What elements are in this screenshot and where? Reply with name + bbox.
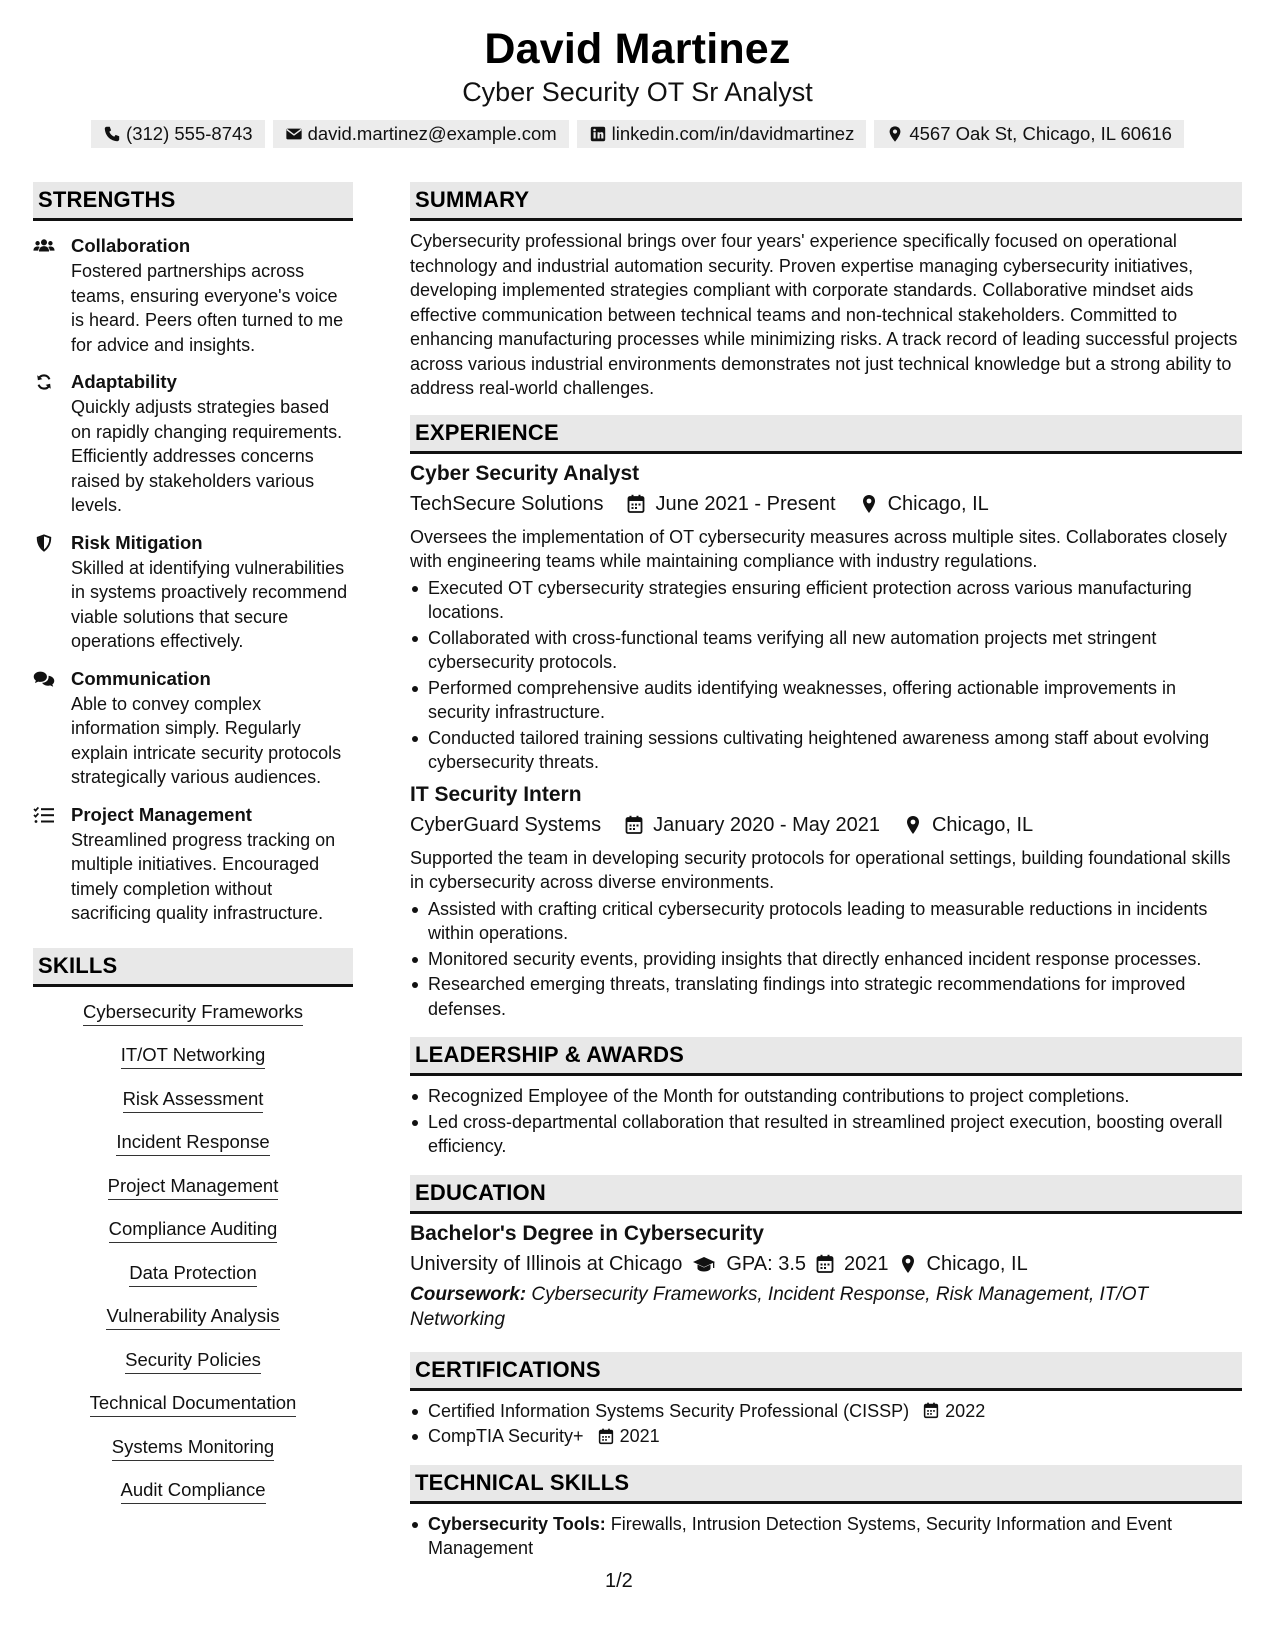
school-location: Chicago, IL — [926, 1252, 1028, 1275]
calendar-icon — [627, 494, 645, 514]
job-bullet: Researched emerging threats, translating findings into strategic recommendations for improved defenses. — [410, 972, 1242, 1021]
certification-item — [410, 1399, 1242, 1424]
contact-bar — [0, 120, 1275, 148]
technical-skill-item — [410, 1512, 1242, 1561]
calendar-icon — [625, 815, 643, 835]
skill-item: Project Management — [108, 1175, 279, 1200]
experience-heading: EXPERIENCE — [410, 415, 1242, 454]
job-dates: January 2020 - May 2021 — [653, 813, 880, 836]
degree-title: Bachelor's Degree in Cybersecurity — [410, 1221, 764, 1245]
job-bullet: Conducted tailored training sessions cultivating heightened awareness among staff about evolving cybersecurity threats. — [410, 726, 1242, 775]
address-chip — [874, 120, 1184, 148]
graduation-year: 2021 — [844, 1252, 889, 1275]
strengths-heading: STRENGTHS — [33, 182, 353, 221]
map-pin-icon — [904, 815, 922, 835]
skill-item: Technical Documentation — [90, 1392, 297, 1417]
certification-item — [410, 1424, 1242, 1449]
left-column — [33, 182, 353, 1523]
job-entry — [410, 460, 1242, 775]
linkedin-icon — [589, 125, 607, 143]
skill-item: Vulnerability Analysis — [106, 1305, 279, 1330]
phone-chip[interactable] — [91, 120, 265, 148]
strength-title: Adaptability — [71, 371, 177, 392]
skills-list — [33, 1001, 353, 1505]
summary-text: Cybersecurity professional brings over four years' experience specifically focused on operational technology and industrial automation security. Proven expertise managing cybersecurity initiatives, developing implemented strategies compliant with corporate standards. Collaborative mindset aids effective communication between technical teams and non-technical stakeholders. Committed to enhancing manufacturing processes while minimizing risks. A track record of leading successful projects across various industrial environments demonstrates not just technical knowledge but a strong ability to address real-world challenges. — [410, 231, 1238, 398]
coursework — [410, 1282, 1242, 1332]
linkedin-text: linkedin.com/in/davidmartinez — [611, 123, 855, 144]
map-pin-icon — [860, 494, 878, 514]
leadership-item: Recognized Employee of the Month for outstanding contributions to project completions. — [410, 1084, 1242, 1109]
job-dates: June 2021 - Present — [655, 492, 836, 515]
summary-heading: SUMMARY — [410, 182, 1242, 221]
job-meta — [410, 809, 1242, 841]
skills-heading: SKILLS — [33, 948, 353, 987]
skill-item: Risk Assessment — [123, 1088, 264, 1113]
job-title: IT Security Intern — [410, 782, 582, 806]
coursework-label: Coursework: — [410, 1283, 527, 1305]
envelope-icon — [285, 125, 303, 143]
technical-skill-text: Firewalls, Intrusion Detection Systems, Security Information and Event Management — [428, 1513, 1172, 1558]
candidate-name: David Martinez — [484, 25, 791, 73]
job-meta — [410, 488, 1242, 520]
skill-item: Systems Monitoring — [112, 1436, 274, 1461]
job-bullets — [410, 897, 1242, 1022]
strength-desc: Able to convey complex information simply. Regularly explain intricate security protocols strategically various audiences. — [71, 693, 342, 787]
skill-item: Compliance Auditing — [109, 1218, 278, 1243]
job-description: Supported the team in developing security protocols for operational settings, building foundational skills in cybersecurity across diverse environments. — [410, 847, 1231, 892]
strength-desc: Fostered partnerships across teams, ensuring everyone's voice is heard. Peers often turned to me for advice and insights. — [71, 261, 344, 355]
certification-year: 2022 — [945, 1400, 986, 1421]
candidate-title: Cyber Security OT Sr Analyst — [462, 77, 813, 107]
strength-title: Risk Mitigation — [71, 531, 203, 553]
strength-title: Collaboration — [71, 235, 191, 256]
job-description: Oversees the implementation of OT cybersecurity measures across multiple sites. Collaborates closely with engineering teams while maintaining compliance with industry regulations. — [410, 526, 1227, 571]
strength-title: Communication — [71, 667, 211, 689]
technical-skills-heading: TECHNICAL SKILLS — [410, 1465, 1242, 1504]
coursework-text: Cybersecurity Frameworks, Incident Response, Risk Management, IT/OT Networking — [410, 1283, 1149, 1330]
strength-item — [33, 530, 353, 654]
certification-name: CompTIA Security+ — [428, 1426, 584, 1446]
leadership-list — [410, 1084, 1242, 1159]
job-bullet: Collaborated with cross-functional teams verifying all new automation projects met stringent cybersecurity protocols. — [410, 626, 1242, 675]
task-list-icon — [33, 806, 55, 824]
leadership-item: Led cross-departmental collaboration that resulted in streamlined project execution, boosting overall efficiency. — [410, 1110, 1242, 1159]
strength-item — [33, 802, 353, 926]
graduation-cap-icon — [692, 1254, 716, 1274]
users-icon — [33, 237, 55, 255]
job-bullets — [410, 576, 1242, 775]
right-column — [410, 182, 1242, 1562]
shield-icon — [33, 534, 55, 552]
education-heading: EDUCATION — [410, 1175, 1242, 1214]
certification-name: Certified Information Systems Security Professional (CISSP) — [428, 1400, 910, 1421]
strength-item — [33, 233, 353, 357]
strength-desc: Quickly adjusts strategies based on rapidly changing requirements. Efficiently addresses concerns raised by stakeholders various levels. — [71, 397, 343, 515]
job-bullet: Monitored security events, providing insights that directly enhanced incident response processes. — [410, 947, 1242, 972]
skill-item: IT/OT Networking — [121, 1044, 266, 1069]
map-pin-icon — [899, 1254, 917, 1274]
skill-item: Incident Response — [116, 1131, 269, 1156]
leadership-heading: LEADERSHIP & AWARDS — [410, 1037, 1242, 1076]
education-meta — [410, 1248, 1242, 1280]
job-entry — [410, 781, 1242, 1022]
address-text: 4567 Oak St, Chicago, IL 60616 — [909, 123, 1172, 144]
strength-title: Project Management — [71, 803, 252, 825]
job-bullet: Assisted with crafting critical cybersecurity protocols leading to measurable reductions in incidents within operations. — [410, 897, 1242, 946]
phone-icon — [103, 125, 121, 143]
job-company: CyberGuard Systems — [410, 813, 602, 836]
skill-item: Data Protection — [129, 1262, 257, 1287]
technical-skill-label: Cybersecurity Tools: — [428, 1513, 606, 1534]
job-bullet: Executed OT cybersecurity strategies ensuring efficient protection across various manufacturing locations. — [410, 576, 1242, 625]
certifications-list — [410, 1399, 1242, 1449]
job-bullet: Performed comprehensive audits identifying weaknesses, offering actionable improvements in security infrastructure. — [410, 676, 1242, 725]
certification-year: 2021 — [619, 1426, 660, 1446]
job-location: Chicago, IL — [887, 492, 989, 515]
page-number: 1/2 — [605, 1570, 633, 1592]
linkedin-chip[interactable] — [577, 120, 867, 148]
strength-item — [33, 369, 353, 518]
job-title: Cyber Security Analyst — [410, 461, 640, 485]
strength-item — [33, 666, 353, 790]
phone-text: (312) 555-8743 — [126, 123, 253, 144]
job-location: Chicago, IL — [931, 813, 1034, 836]
skill-item: Audit Compliance — [121, 1479, 266, 1504]
resume-header — [0, 22, 1275, 148]
gpa-text: GPA: 3.5 — [726, 1252, 807, 1275]
sync-icon — [33, 373, 55, 391]
calendar-icon — [816, 1254, 834, 1274]
skill-item: Security Policies — [125, 1349, 261, 1374]
strength-desc: Skilled at identifying vulnerabilities in systems proactively recommend viable solutions that secure operations effectively. — [71, 557, 348, 651]
calendar-icon — [923, 1402, 939, 1419]
strength-desc: Streamlined progress tracking on multiple initiatives. Encouraged timely completion without sacrificing quality infrastructure. — [71, 829, 336, 923]
email-chip[interactable] — [273, 120, 569, 148]
map-pin-icon — [886, 125, 904, 143]
job-company: TechSecure Solutions — [410, 492, 604, 515]
certifications-heading: CERTIFICATIONS — [410, 1352, 1242, 1391]
comments-icon — [33, 670, 55, 688]
school-name: University of Illinois at Chicago — [410, 1252, 683, 1275]
technical-skills-list — [410, 1512, 1242, 1561]
skill-item: Cybersecurity Frameworks — [83, 1001, 303, 1026]
calendar-icon — [598, 1428, 614, 1445]
email-text: david.martinez@example.com — [307, 123, 557, 144]
